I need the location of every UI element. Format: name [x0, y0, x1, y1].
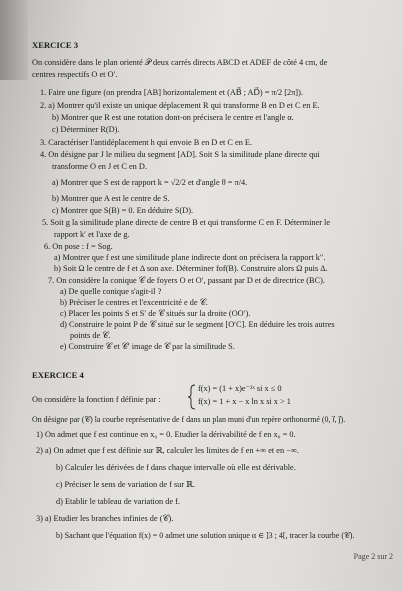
brace-icon — [188, 384, 196, 410]
ex3-q6a: a) Montrer que f est une similitude plane indirecte dont on précisera la rapport k″. — [54, 253, 326, 262]
ex3-q4-cont: transforme O en J et C en D. — [52, 162, 147, 171]
ex4-q3b: b) Sachant que l'équation f(x) = 0 admet une solution unique α ∈ ]3 ; 4[, tracer la courbe (𝒞). — [56, 531, 355, 540]
ex3-q5-cont: rapport k′ et l'axe de g. — [54, 230, 130, 239]
ex4-q2: 2) a) On admet que f est définie sur ℝ, calculer les limites de f en +∞ et en −∞. — [36, 446, 299, 455]
ex3-q7b: b) Préciser le centres et l'excentricité e de 𝒞. — [60, 298, 208, 307]
ex4-q2c: c) Préciser le sens de variation de f sur ℝ. — [56, 480, 196, 489]
ex3-q4c: c) Montrer que S(B) = 0. En déduire S(D). — [52, 206, 194, 215]
ex4-q2b: b) Calculer les dérivées de f dans chaque intervalle où elle est dérivable. — [56, 463, 296, 472]
ex3-q4: 4. On désigne par J le milieu du segment [AD]. Soit S la similitude plane directe qui — [40, 150, 320, 159]
ex3-q2a: 2. a) Montrer qu'il existe un unique déplacement R qui transforme B en D et C en E. — [40, 101, 320, 110]
ex3-q1: 1. Faire une figure (on prendra [AB] horizontalement et (AB⃗ ; AD⃗) = π/2 [2π]). — [40, 88, 303, 97]
ex3-q2b: b) Montrer que R est une rotation dont-on précisera le centre et l'angle α. — [52, 113, 294, 122]
ex3-q7d-cont: points de 𝒞. — [70, 331, 111, 340]
ex3-q6: 6. On pose : f = Sog. — [44, 242, 113, 251]
ex3-q6b: b) Soit Ω le centre de f et Δ son axe. Déterminer fof(B). Construire alors Ω puis Δ. — [54, 264, 328, 273]
ex3-q4b: b) Montrer que A est le centre de S. — [52, 194, 170, 203]
ex4-def-case1: f(x) = (1 + x)e⁻²ˣ si x ≤ 0 — [198, 384, 282, 393]
ex3-q7d: d) Construire le point P de 𝒞 situé sur le segment [O′C]. En déduire les trois autres — [60, 320, 335, 329]
page-number: Page 2 sur 2 — [353, 552, 393, 561]
ex3-intro-line2: centres respectifs O et O′. — [32, 70, 118, 79]
ex4-def-label: On considère la fonction f définie par : — [32, 395, 161, 404]
exercise4-title: EXERCICE 4 — [32, 370, 84, 380]
ex4-intro: On désigne par (𝒞) la courbe représentative de f dans un plan muni d'un repère orthonormé (0, i⃗, j⃗). — [32, 415, 346, 424]
ex4-q3: 3) a) Etudier les branches infinies de (𝒞). — [36, 514, 174, 523]
ex4-q2d: d) Etablir le tableau de variation de f. — [56, 497, 180, 506]
ex4-def-case2: f(x) = 1 + x − x ln x si x > 1 — [198, 397, 291, 406]
ex3-q4a: a) Montrer que S est de rapport k = √2/2 et d'angle θ = π/4. — [52, 178, 248, 187]
ex4-q1: 1) On admet que f est continue en x₀ = 0. Etudier la dérivabilité de f en x₀ = 0. — [36, 430, 296, 439]
ex3-q3: 3. Caractériser l'antidéplacement h qui envoie B en D et C en E. — [40, 138, 253, 147]
ex3-q7c: c) Placer les points S et S′ de 𝒞 situés sur la droite (OO′). — [60, 309, 251, 318]
exercise3-title: XERCICE 3 — [32, 40, 79, 50]
ex3-q2c: c) Déterminer R(D). — [52, 125, 120, 134]
ex3-q7e: e) Construire 𝒞 et 𝒞′ image de 𝒞 par la similitude S. — [60, 342, 235, 351]
page-shadow — [0, 0, 28, 80]
ex3-intro-line1: On considère dans le plan orienté 𝒫 deux carrés directs ABCD et ADEF de côté 4 cm, de — [32, 58, 328, 67]
ex3-q7a: a) De quelle conique s'agit-il ? — [60, 287, 162, 296]
ex3-q7: 7. On considère la conique 𝒞 de foyers O et O′, passant par D et de directrice (BC). — [48, 276, 325, 285]
ex3-q5: 5. Soit g la similitude plane directe de centre B et qui transforme C en F. Déterminer le — [42, 218, 331, 227]
